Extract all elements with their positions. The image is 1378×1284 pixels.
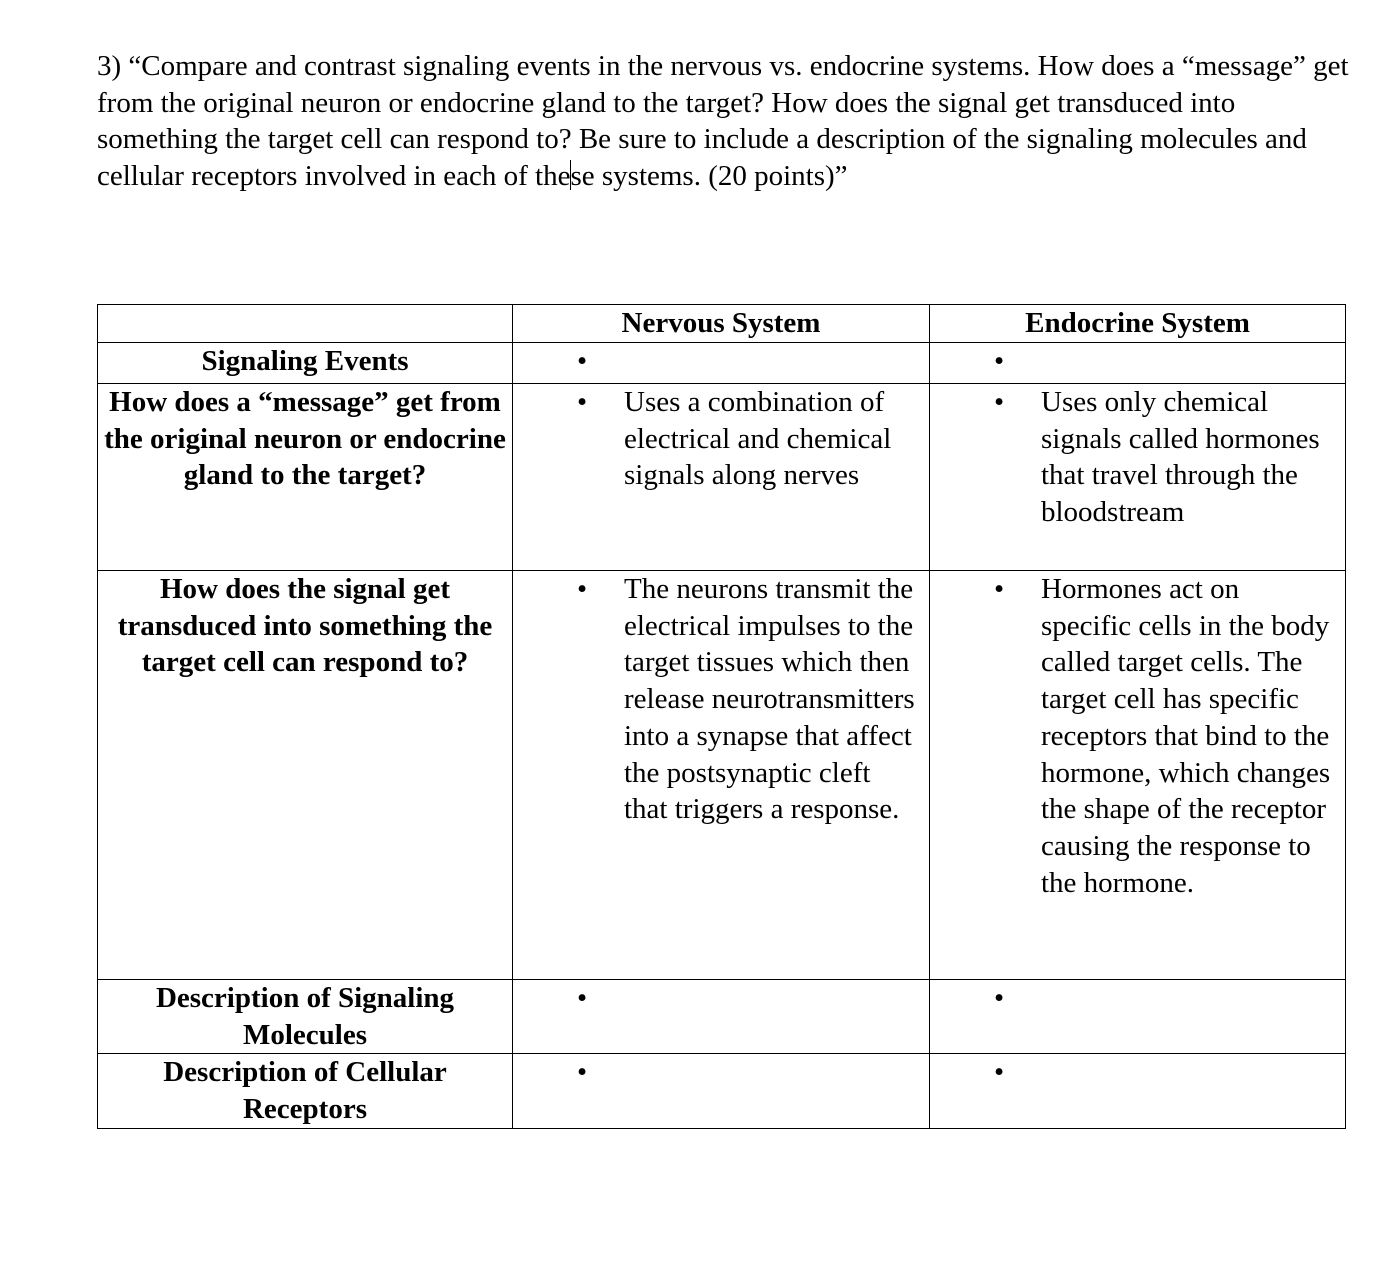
endocrine-cell-text: Uses only chemical signals called hormones that travel through the bloodstream: [1041, 386, 1320, 529]
header-corner-cell: [98, 305, 513, 343]
header-endocrine-system: Endocrine System: [930, 305, 1346, 343]
nervous-cell-text: [624, 980, 917, 1017]
bullet-icon: •: [577, 386, 588, 418]
header-nervous-system: Nervous System: [513, 305, 930, 343]
endocrine-cell-text: Hormones act on specific cells in the body called target cells. The target cell has specific receptors that bind to the hormone, which changes the shape of the receptor causing the response to the hormone.: [1041, 573, 1331, 899]
endocrine-cell[interactable]: [930, 1054, 1346, 1129]
nervous-cell-text: [624, 1054, 917, 1091]
bullet-icon: •: [994, 1056, 1005, 1089]
bullet-icon: •: [577, 1056, 588, 1089]
nervous-cell-text: The neurons transmit the electrical impulses to the target tissues which then release neurotransmitters into a synapse that affect the postsynaptic cleft that triggers a response.: [624, 573, 915, 826]
nervous-cell[interactable]: [513, 571, 930, 980]
endocrine-cell[interactable]: [930, 343, 1346, 384]
row-label-signal-transduction: How does the signal get transduced into something the target cell can respond to?: [98, 571, 513, 980]
bullet-icon: •: [577, 982, 588, 1014]
endocrine-cell-text: [1041, 1054, 1333, 1091]
nervous-cell-text: [624, 343, 917, 380]
question-text-part-2: se systems. (20 points)”: [570, 160, 848, 193]
nervous-cell[interactable]: [513, 384, 930, 571]
bullet-icon: •: [577, 573, 588, 605]
bullet-icon: •: [994, 982, 1005, 1014]
comparison-table: [97, 304, 1346, 1129]
nervous-cell[interactable]: [513, 980, 930, 1054]
question-text: [97, 48, 1357, 195]
bullet-icon: •: [994, 345, 1005, 377]
row-label-signaling-molecules: Description of Signaling Molecules: [98, 980, 513, 1054]
bullet-icon: •: [994, 573, 1005, 605]
endocrine-cell[interactable]: [930, 384, 1346, 571]
row-label-cellular-receptors: Description of Cellular Receptors: [98, 1054, 513, 1129]
row-label-signaling-events: Signaling Events: [98, 343, 513, 384]
nervous-cell-text: Uses a combination of electrical and chemical signals along nerves: [624, 386, 892, 492]
endocrine-cell[interactable]: [930, 980, 1346, 1054]
nervous-cell[interactable]: [513, 343, 930, 384]
nervous-cell[interactable]: [513, 1054, 930, 1129]
table-row: [98, 384, 1346, 571]
table-row: [98, 980, 1346, 1054]
endocrine-cell[interactable]: [930, 571, 1346, 980]
table-row: [98, 343, 1346, 384]
row-label-message-travel: How does a “message” get from the original neuron or endocrine gland to the target?: [98, 384, 513, 571]
bullet-icon: •: [577, 345, 588, 377]
endocrine-cell-text: [1041, 980, 1333, 1017]
question-text-part-1: 3) “Compare and contrast signaling events in the nervous vs. endocrine systems. How does a “message” get from the original neuron or endocrine gland to the target? How does the signal get transduced into something the target cell can respond to? Be sure to include a description of the signaling molecules and cellular receptors involved in each of the: [97, 50, 1349, 193]
table-header-row: [98, 305, 1346, 343]
bullet-icon: •: [994, 386, 1005, 418]
endocrine-cell-text: [1041, 343, 1333, 380]
table-row: [98, 571, 1346, 980]
table-row: [98, 1054, 1346, 1129]
